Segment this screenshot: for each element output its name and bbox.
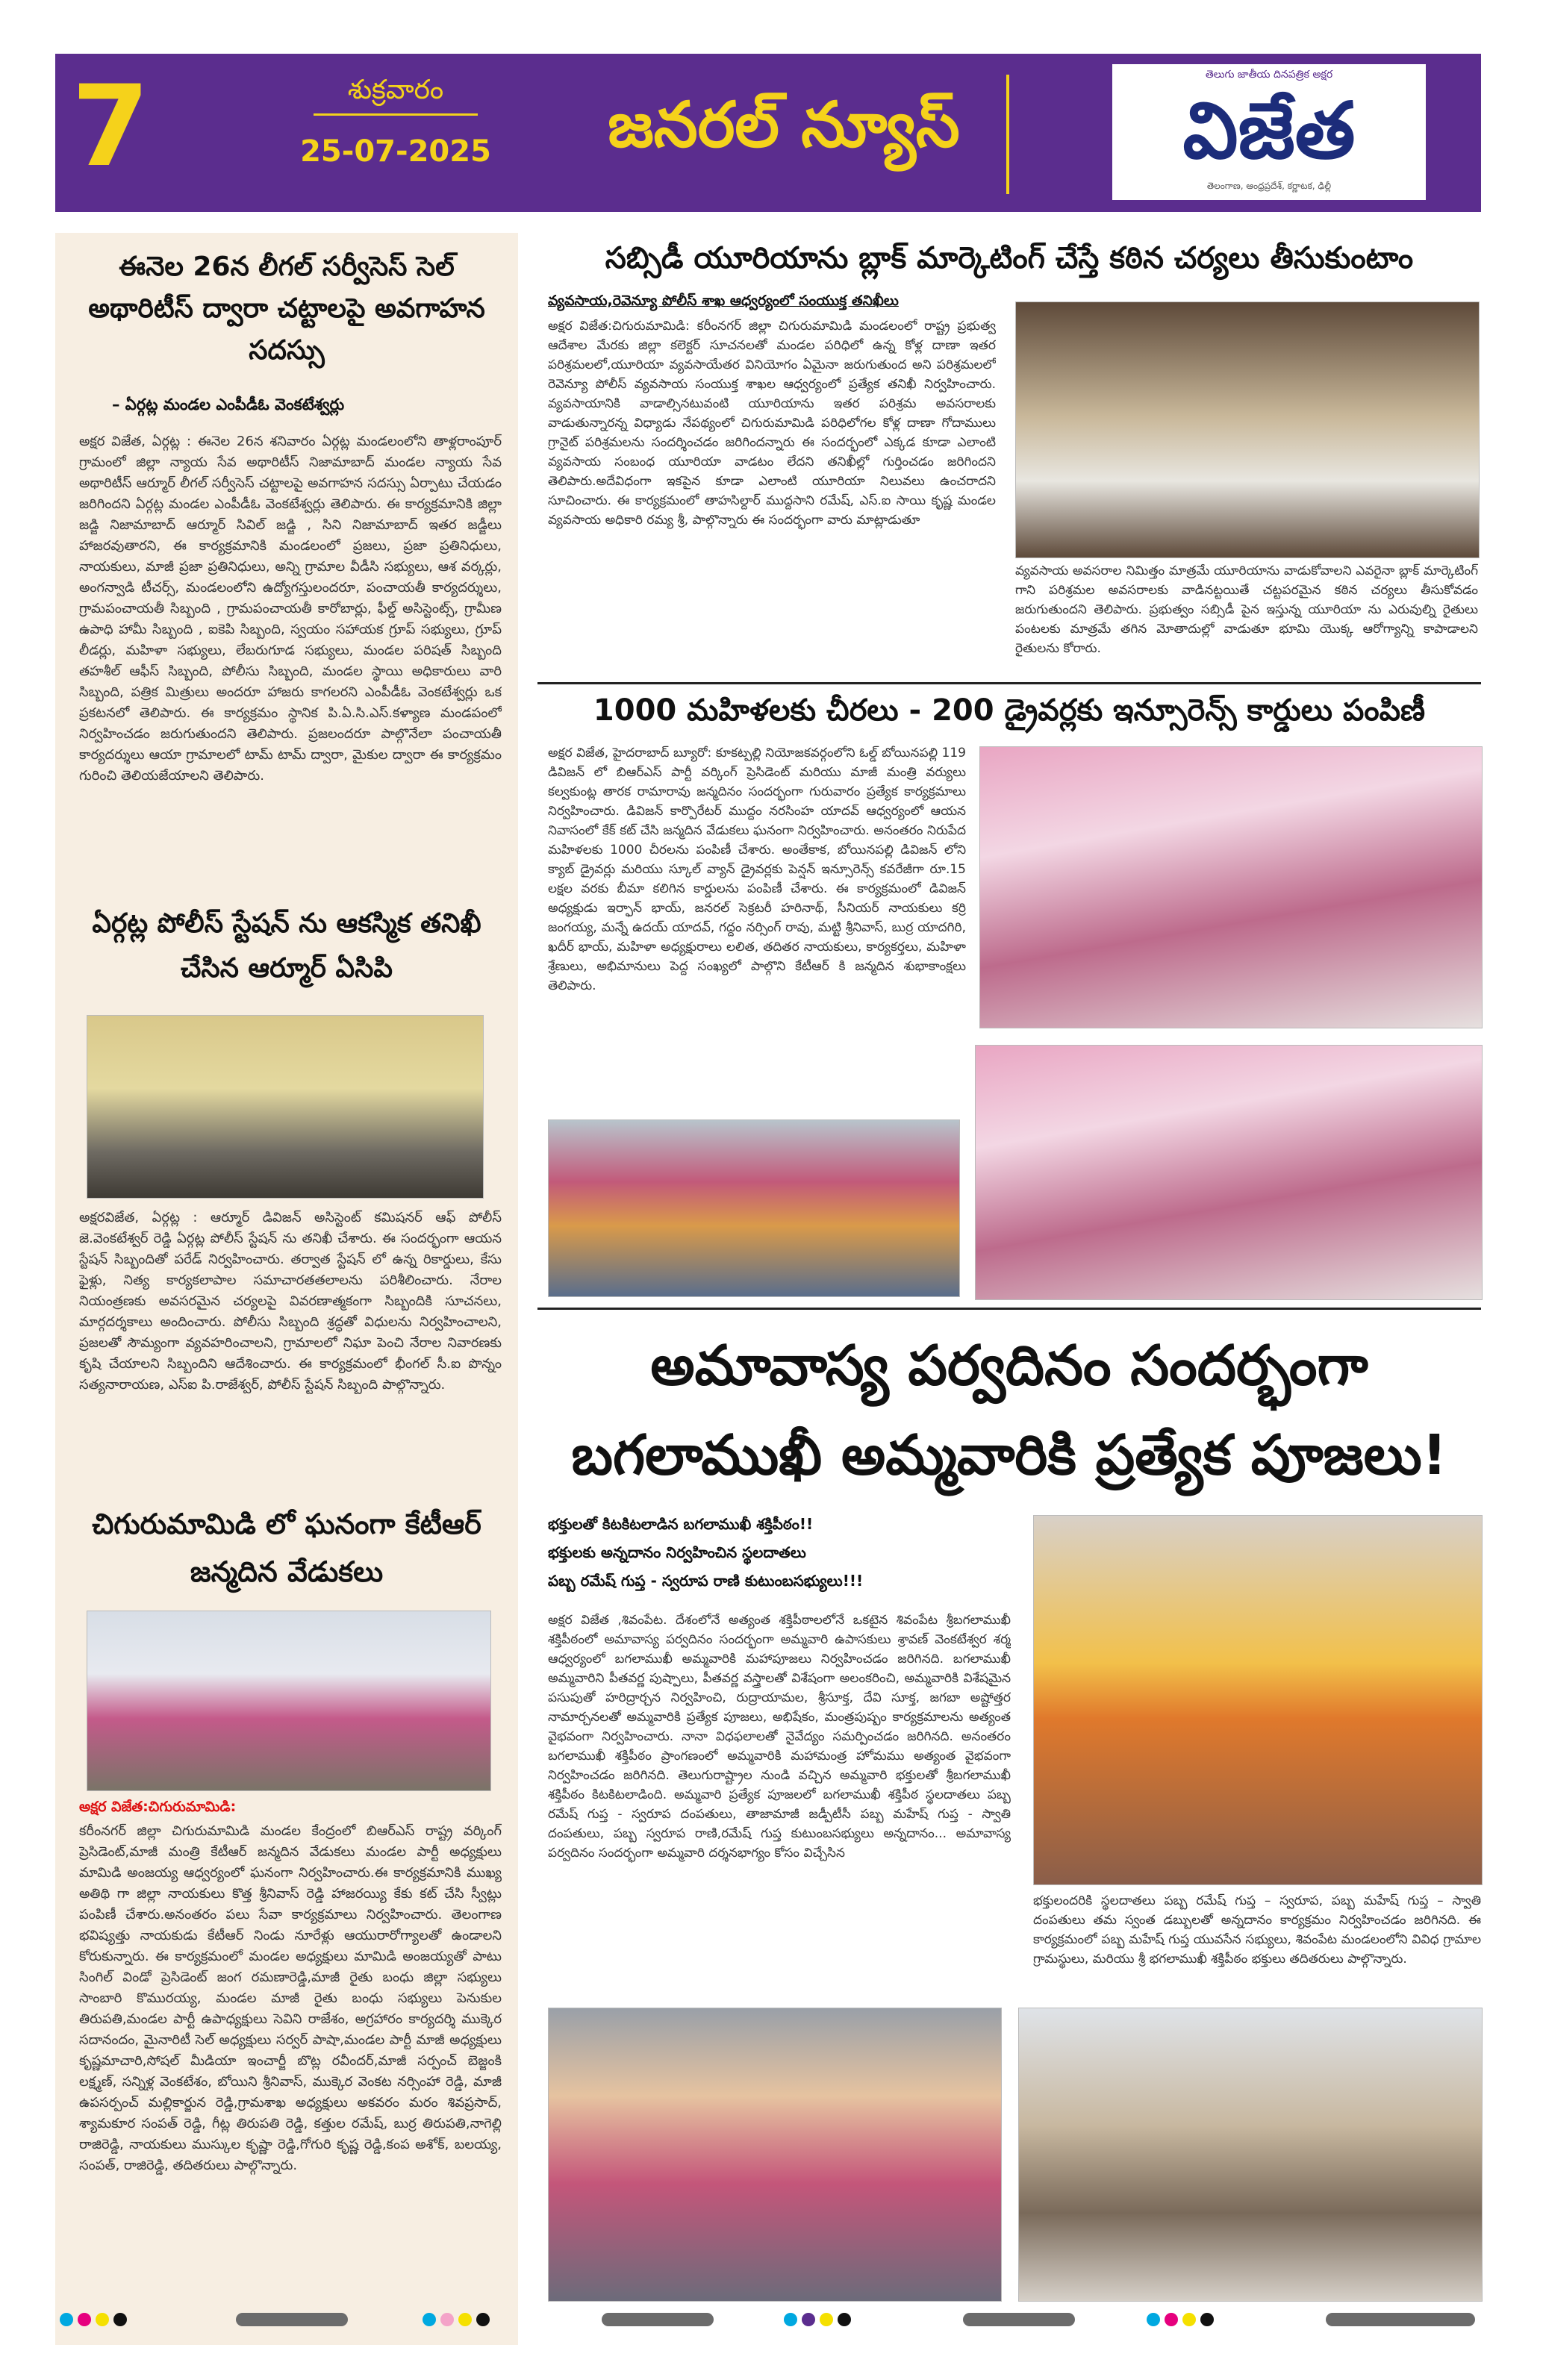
registration-mark [458, 2313, 472, 2326]
logo-tagline: తెలుగు జాతీయ దినపత్రిక అక్షర [1205, 69, 1333, 81]
registration-bar [963, 2313, 1075, 2326]
article-headline: ఏర్గట్ల పోలీస్ స్టేషన్ ను ఆకస్మిక తనిఖీ చేసిన ఆర్మూర్ ఏసిపి [92, 908, 481, 984]
article-body: అక్షర విజేత, హైదరాబాద్ బ్యూరో: కూకట్పల్లి నియోజకవర్గంలోని ఓల్డ్ బోయినపల్లి 119 డివిజన్ లో బిఆర్ఎస్ పార్టీ వర్కింగ్ ప్రెసిడెంట్ మరియు మాజీ మంత్రి వర్యులు కల్వకుంట్ల తారక రామారావు జన్మదినం సందర్భంగా గురువారం ప్రత్యేక కార్యక్రమాలు నిర్వహించారు. డివిజన్ కార్పొరేటర్ ముద్దం నరసింహ యాదవ్ ఆధ్వర్యంలో ఆయన నివాసంలో కేక్ కట్ చేసి జన్మదిన వేడుకలు ఘనంగా నిర్వహించారు. అనంతరం నిరుపేద మహిళలకు 1000 చీరలను పంపిణీ చేశారు. అంతేకాక, బోయినపల్లి డివిజన్ లోని క్యాబ్ డ్రైవర్లు మరియు స్కూల్ వ్యాన్ డ్రైవర్లకు పెన్షన్ ఇన్సూరెన్స్ కవరేజీగా రూ.15 లక్షల వరకు బీమా కలిగిన కార్డులను పంపిణీ చేశారు. ఈ కార్యక్రమంలో డివిజన్ అధ్యక్షుడు ఇర్ఫాన్ భాయ్, జనరల్ సెక్రటరీ హరినాథ్, సీనియర్ నాయకులు కర్రి జంగయ్య, మన్నే ఉదయ్ యాదవ్, గద్దం నర్సింగ్ రావు, మట్టి శ్రీనివాస్, బుర్ర యాదగిరి, ఖదీర్ భాయ్, మహిళా అధ్యక్షురాలు లలిత, తదితర నాయకులు, కార్యకర్తలు, మహిళా శ్రేణులు, అభిమానులు పెద్ద సంఖ్యలో పాల్గొని కేటీఆర్ కి జన్మదిన శుభాకాంక్షలు తెలిపారు. [548, 746, 966, 993]
date-divider [314, 113, 478, 116]
newspaper-logo [1112, 64, 1426, 200]
registration-mark [423, 2313, 436, 2326]
article-headline: అమావాస్య పర్వదినం సందర్భంగా [650, 1334, 1368, 1398]
article-subhead: పబ్బ రమేష్ గుప్త - స్వరూప రాణి కుటుంబసభ్యులు!!! [548, 1572, 864, 1590]
article-subhead: భక్తులకు అన్నదానం నిర్వహించిన స్థలదాతలు [548, 1543, 806, 1561]
article-dateline: అక్షర విజేత:చిగురుమామిడి: [79, 1799, 237, 1815]
registration-mark [802, 2313, 815, 2326]
registration-mark [1147, 2313, 1160, 2326]
birthday-celebration-photo [975, 1045, 1483, 1300]
ktr-birthday-photo [87, 1611, 491, 1791]
article-headline: సబ్సిడీ యూరియాను బ్లాక్ మార్కెటింగ్ చేస్తే కఠిన చర్యలు తీసుకుంటాం [605, 241, 1414, 275]
issue-date: 25-07-2025 [300, 134, 491, 169]
annadanam-photo [1018, 2008, 1483, 2302]
article-body: అక్షర విజేత, ఏర్గట్ల : ఈనెల 26న శనివారం ఏర్గట్ల మండలంలోని తాళ్లరాంపూర్ గ్రామంలో జిల్లా న్యాయ సేవ అథారిటీస్ నిజామాబాద్ మండల న్యాయ సేవ అథారిటీస్ ఆర్మూర్ లీగల్ సర్వీసెస్ చట్టాలపై అవగాహన సదస్సు ఏర్పాటు చేయడం జరిగిందని ఏర్గట్ల మండల ఎంపీడీఓ వెంకటేశ్వర్లు తెలిపారు. ఈ కార్యక్రమానికి జిల్లా జడ్జి నిజామాబాద్ ఆర్మూర్ సివిల్ జడ్జి , సిని నిజామాబాద్ ఇతర జడ్జీలు హాజరవుతారని, ఈ కార్యక్రమానికి మండలంలో ప్రజలు, ప్రజా ప్రతినిధులు, నాయకులు, మాజీ ప్రజా ప్రతినిధులు, అన్ని గ్రామాల వీడీసి సభ్యులు, ఆశ వర్కర్లు, అంగన్వాడి టీచర్స్, మండలంలోని ఉద్యోగస్తులందరూ, పంచాయతీ కార్యదర్శులు, గ్రామపంచాయతీ సిబ్బంది , గ్రామపంచాయతీ కారోబార్లు, ఫీల్డ్ అసిస్టెంట్స్, గ్రామీణ ఉపాధి హామీ సిబ్బంది , ఐకెపి సిబ్బంది, స్వయం సహాయక గ్రూప్ సభ్యులు, గ్రూప్ లీడర్లు, మహిళా సభ్యులు, లేబరుగూడ సభ్యులు, మండల పరిషత్ సిబ్బంది తహశీల్ ఆఫీస్ సిబ్బంది, పోలీసు సిబ్బంది, మండల స్థాయి అధికారులు వారి సిబ్బంది, పత్రిక మిత్రులు అందరూ హాజరు కాగలరని ఎంపీడీఓ వెంకటేశ్వర్లు ఒక ప్రకటనలో తెలిపారు. ఈ కార్యక్రమం స్థానిక పి.ఏ.సి.ఎస్.కళ్యాణ మండపంలో నిర్వహించడం జరుగుతుందని తెలిపారు. ప్రజలందరూ పాల్గొనేలా పంచాయతీ కార్యదర్శులు ఆయా గ్రామాలలో టామ్ టామ్ ద్వారా, మైకుల ద్వారా ఈ కార్యక్రమం గురించి తెలియజేయాలని తెలిపారు. [79, 434, 502, 784]
registration-mark [476, 2313, 490, 2326]
registration-mark [1200, 2313, 1214, 2326]
article-body-continued: భక్తులందరికి స్థలదాతలు పబ్బ రమేష్ గుప్త – స్వరూప, పబ్బ మహేష్ గుప్త – స్వాతి దంపతులు తమ స్వంత డబ్బులతో అన్నదానం కార్యక్రమం నిర్వహించడం జరిగినది. ఈ కార్యక్రమంలో పబ్బ మహేష్ గుప్త యువసేన సభ్యులు, శివంపేట మండలంలోని వివిధ గ్రామాల గ్రామస్థులు, మరియు శ్రీ భగలాముఖీ శక్తిపీఠం భక్తులు తదితరులు పాల్గొన్నారు. [1033, 1893, 1481, 1967]
logo-name: విజేత [1182, 85, 1356, 176]
article-byline: – ఏర్గట్ల మండల ఎంపీడీఓ వెంకటేశ్వర్లు [112, 396, 345, 413]
registration-bar [236, 2313, 348, 2326]
registration-mark [113, 2313, 127, 2326]
article-headline: 1000 మహిళలకు చీరలు - 200 డ్రైవర్లకు ఇన్సూరెన్స్ కార్డులు పంపిణీ [593, 693, 1426, 728]
article-divider [537, 1308, 1481, 1310]
article-headline: బగలాముఖీ అమ్మవారికి ప్రత్యేక పూజలు! [571, 1423, 1447, 1487]
registration-mark [820, 2313, 833, 2326]
police-station-photo [87, 1015, 484, 1199]
article-subhead: భక్తులతో కిటకిటలాడిన బగలాముఖీ శక్తిపీఠం!! [548, 1515, 814, 1533]
article-body: అక్షర విజేత:చిగురుమామిడి: కరీంనగర్ జిల్లా చిగురుమామిడి మండలంలో రాష్ట్ర ప్రభుత్వ ఆదేశాల మేరకు జిల్లా కలెక్టర్ సూచనలతో మండల పరిధిలో ఉన్న కోళ్ల దాణా ఇతర పరిశ్రమలలో,యూరియా వ్యవసాయేతర వినియోగం ఏమైనా జరుగుతుంద అని పరిశ్రమలలో రెవెన్యూ పోలీస్ వ్యవసాయ సంయుక్త శాఖల ఆధ్వర్యంలో ప్రత్యేక తనిఖీ నిర్వహించారు. వ్యవసాయానికి వాడాల్సినటువంటి యూరియాను ఇతర పరిశ్రమ అవసరాలకు వాడుతున్నారన్న విధ్యాడు నేపథ్యంలో చిగురుమామిడి పరిధిలోగల కోళ్ల దాణా గోదాములు గ్రానైట్ పరిశ్రమలను సందర్శించడం జరిగిందన్నారు ఈ సందర్భంలో ఎక్కడ కూడా ఎలాంటి వ్యవసాయ సంబంధ యూరియా వాడటం లేదని తనిఖీల్లో గుర్తించడం జరిగిందని తెలిపారు.అదేవిధంగా ఇకపైన కూడా ఎలాంటి యూరియా నిలువలు ఉంచరాదని సూచించారు. ఈ కార్యక్రమంలో తాహసిల్దార్ ముద్దసాని రమేష్, ఎస్.ఐ సాయి కృష్ణ మండల వ్యవసాయ అధికారి రమ్య శ్రీ, పాల్గొన్నారు ఈ సందర్భంగా వారు మాట్లాడుతూ [548, 319, 996, 528]
article-body: అక్షర విజేత ,శివంపేట. దేశంలోనే అత్యంత శక్తిపీఠాలలోనే ఒకటైన శివంపేట శ్రీబగలాముఖీ శక్తిపీఠంలో అమావాస్య పర్వదినం సందర్భంగా అమ్మవారి ఉపాసకులు శ్రావణ్ వెంకటేశ్వర శర్మ ఆధ్వర్యంలో బగలాముఖీ అమ్మవారికి మహాపూజలు నిర్వహించడం జరిగినది. బగలాముఖీ అమ్మవారిని పీతవర్ణ పుష్పాలు, పీతవర్ణ వస్త్రాలతో విశేషంగా అలంకరించి, అమ్మవారికి విశేషమైన పసుపుతో హరిద్రార్చన నిర్వహించి, రుద్రాయామల, శ్రీసూక్త, దేవి సూక్త, జగబా అష్టోత్తర నామార్చనలతో అమ్మవారికి ప్రత్యేక పూజలు, అభిషేకం, మంత్రపుష్పం కార్యక్రమాలను అత్యంత వైభవంగా నిర్వహించారు. నానా విధఫలాలతో నైవేద్యం సమర్పించడం జరిగినది. అనంతరం బగలాముఖీ శక్తిపీఠం ప్రాంగణంలో అమ్మవారికి మహామంత్ర హోమము అత్యంత వైభవంగా నిర్వహించడం జరిగినది. తెలుగురాష్ట్రాల నుండి వచ్చిన అమ్మవారి భక్తులతో శ్రీబగలాముఖీ శక్తిపీఠం కిటకిటలాడింది. అమ్మవారి ప్రత్యేక పూజలలో బగలాముఖీ శక్తిపీఠ స్థలదాతలు పబ్బ రమేష్ గుప్త - స్వరూప దంపతులు, తాజామాజీ జడ్పీటీసీ పబ్బ మహేష్ గుప్త - స్వాతి దంపతులు, పబ్బ స్వరూప రాణి,రమేష్ గుప్త కుటుంబసభ్యులు అన్నదానం... అమావాస్య పర్వదినం సందర్భంగా అమ్మవారి దర్శనభాగ్యం కోసం విచ్చేసిన [548, 1613, 1011, 1861]
logo-editions: తెలంగాణ, ఆంధ్రప్రదేశ్, కర్ణాటక, ఢిల్లీ [1206, 181, 1332, 191]
temple-devotees-photo [548, 2008, 1002, 2302]
article-body: కరీంనగర్ జిల్లా చిగురుమామిడి మండల కేంద్రంలో బిఆర్ఎస్ రాష్ట్ర వర్కింగ్ ప్రెసిడెంట్,మాజీ మంత్రి కేటీఆర్ జన్మదిన వేడుకలు మండల పార్టీ అధ్యక్షులు మామిడి అంజయ్య ఆధ్వర్యంలో ఘనంగా నిర్వహించారు.ఈ కార్యక్రమానికి ముఖ్య అతిథి గా జిల్లా నాయకులు కొత్త శ్రీనివాస్ రెడ్డి హాజరయ్యి కేకు కట్ చేసి స్వీట్లు పంపిణీ చేశారు.అనంతరం పలు సేవా కార్యక్రమాలు నిర్వహించారు. తెలంగాణ భవిష్యత్తు నాయకుడు కేటీఆర్ నిండు నూరేళ్లు ఆయురారోగ్యాలతో ఉండాలని కోరుకున్నారు. ఈ కార్యక్రమంలో మండల అధ్యక్షులు మామిడి అంజయ్యతో పాటు సింగిల్ విండో ప్రెసిడెంట్ జంగ రమణారెడ్డి,మాజీ రైతు బంధు జిల్లా సభ్యులు సాంబారి కొమురయ్య, మండల మాజీ రైతు బంధు సభ్యులు పెనుకుల తిరుపతి,మండల పార్టీ ఉపాధ్యక్షులు సెవిని రాజేశం, అగ్రహారం కార్యదర్శి ముక్కెర సదానందం, మైనారిటీ సెల్ అధ్యక్షులు సర్వర్ పాషా,మండల పార్టీ మాజీ అధ్యక్షులు కృష్ణమాచారి,సోషల్ మీడియా ఇంచార్జీ బొట్ల రవీందర్,మాజీ సర్పంచ్ బెజ్జంకి లక్ష్మణ్, సన్నిళ్ల వెంకటేశం, బోయిని శ్రీనివాస్, ముక్కెర వెంకట నర్సింహా రెడ్డి, మాజీ ఉపసర్పంచ్ మల్లికార్జున రెడ్డి,గ్రామశాఖ అధ్యక్షులు అకవరం మరం శివప్రసాద్, శ్యామకూర సంపత్ రెడ్డి, గీట్ల తిరుపతి రెడ్డి, కత్తుల రమేష్, బుర్ర తిరుపతి,నాగెల్లి రాజిరెడ్డి, నాయకులు ముస్కుల కృష్ణా రెడ్డి,గోగురి కృష్ణ రెడ్డి,కంప అశోక్, బలయ్య, సంపత్, రాజిరెడ్డి, తదితరులు పాల్గొన్నారు. [79, 1823, 502, 2173]
weekday: శుక్రవారం [347, 75, 444, 105]
registration-mark [96, 2313, 109, 2326]
registration-mark [440, 2313, 454, 2326]
women-gathering-photo [548, 1119, 960, 1297]
page-number: 7 [72, 62, 150, 192]
cake-cutting-photo [979, 746, 1483, 1028]
article-body: అక్షరవిజేత, ఏర్గట్ల : ఆర్మూర్ డివిజన్ అసిస్టెంట్ కమిషనర్ ఆఫ్ పోలీస్ జె.వెంకటేశ్వర్ రెడ్డి ఏర్గట్ల పోలీస్ స్టేషన్ ను తనిఖీ చేశారు. ఈ సందర్భంగా ఆయన స్టేషన్ సిబ్బందితో పరేడ్ నిర్వహించారు. తర్వాత స్టేషన్ లో ఉన్న రికార్డులు, కేసు ఫైళ్లు, నిత్య కార్యకలాపాల సమాచారతతలాలను పరిశీలించారు. నేరాల నియంత్రణకు అవసరమైన చర్యలపై వివరణాత్మకంగా సిబ్బందికి సూచనలు, మార్గదర్శకాలు అందించారు. పోలీసు సిబ్బంది శ్రద్ధతో విధులను నిర్వహించాలని, ప్రజలతో సౌమ్యంగా వ్యవహరించాలని, గ్రామాలలో నిఘా పెంచి నేరాల నివారణకు కృషి చేయాలని సిబ్బందిని ఆదేశించారు. ఈ కార్యక్రమంలో భీంగల్ సీ.ఐ పొన్నం సత్యనారాయణ, ఎస్ఐ పి.రాజేశ్వర్, పోలీస్ స్టేషన్ సిబ్బంది పాల్గొన్నారు. [79, 1210, 502, 1393]
masthead-divider [1006, 75, 1009, 194]
article-body-continued: వ్యవసాయ అవసరాల నిమిత్తం మాత్రమే యూరియాను వాడుకోవాలని ఎవరైనా బ్లాక్ మార్కెటింగ్ గాని పరిశ్రమల అవసరాలకు వాడినట్టయితే చట్టపరమైన కఠిన చర్యలు తీసుకోవడం జరుగుతుందని తెలిపారు. ప్రభుత్వం సబ్సిడీ పైన ఇస్తున్న యూరియా ను ఎరువుల్ని రైతులు పంటలకు మాత్రమే తగిన మోతాదుల్లో వాడుతూ భూమి యొక్క ఆరోగ్యాన్ని కాపాడాలని రైతులను కోరారు. [1015, 563, 1478, 656]
registration-bar [1326, 2313, 1475, 2326]
registration-bar [602, 2313, 714, 2326]
homam-photo [1033, 1515, 1483, 1885]
article-headline: ఈనెల 26న లీగల్ సర్వీసెస్ సెల్ అథారిటీస్ ద్వారా చట్టాలపై అవగాహన సదస్సు [88, 252, 485, 366]
registration-mark [838, 2313, 851, 2326]
registration-mark [78, 2313, 91, 2326]
section-title: జనరల్ న్యూస్ [608, 88, 960, 161]
registration-mark [1165, 2313, 1178, 2326]
registration-mark [60, 2313, 73, 2326]
urea-inspection-photo [1015, 302, 1480, 558]
article-subhead: వ్యవసాయ,రెవెన్యూ పోలీస్ శాఖ ఆధ్వర్యంలో సంయుక్త తనిఖీలు [548, 293, 899, 309]
article-headline: చిగురుమామిడి లో ఘనంగా కేటీఆర్ జన్మదిన వేడుకలు [92, 1508, 481, 1588]
article-divider [537, 682, 1481, 684]
registration-mark [784, 2313, 797, 2326]
registration-mark [1182, 2313, 1196, 2326]
